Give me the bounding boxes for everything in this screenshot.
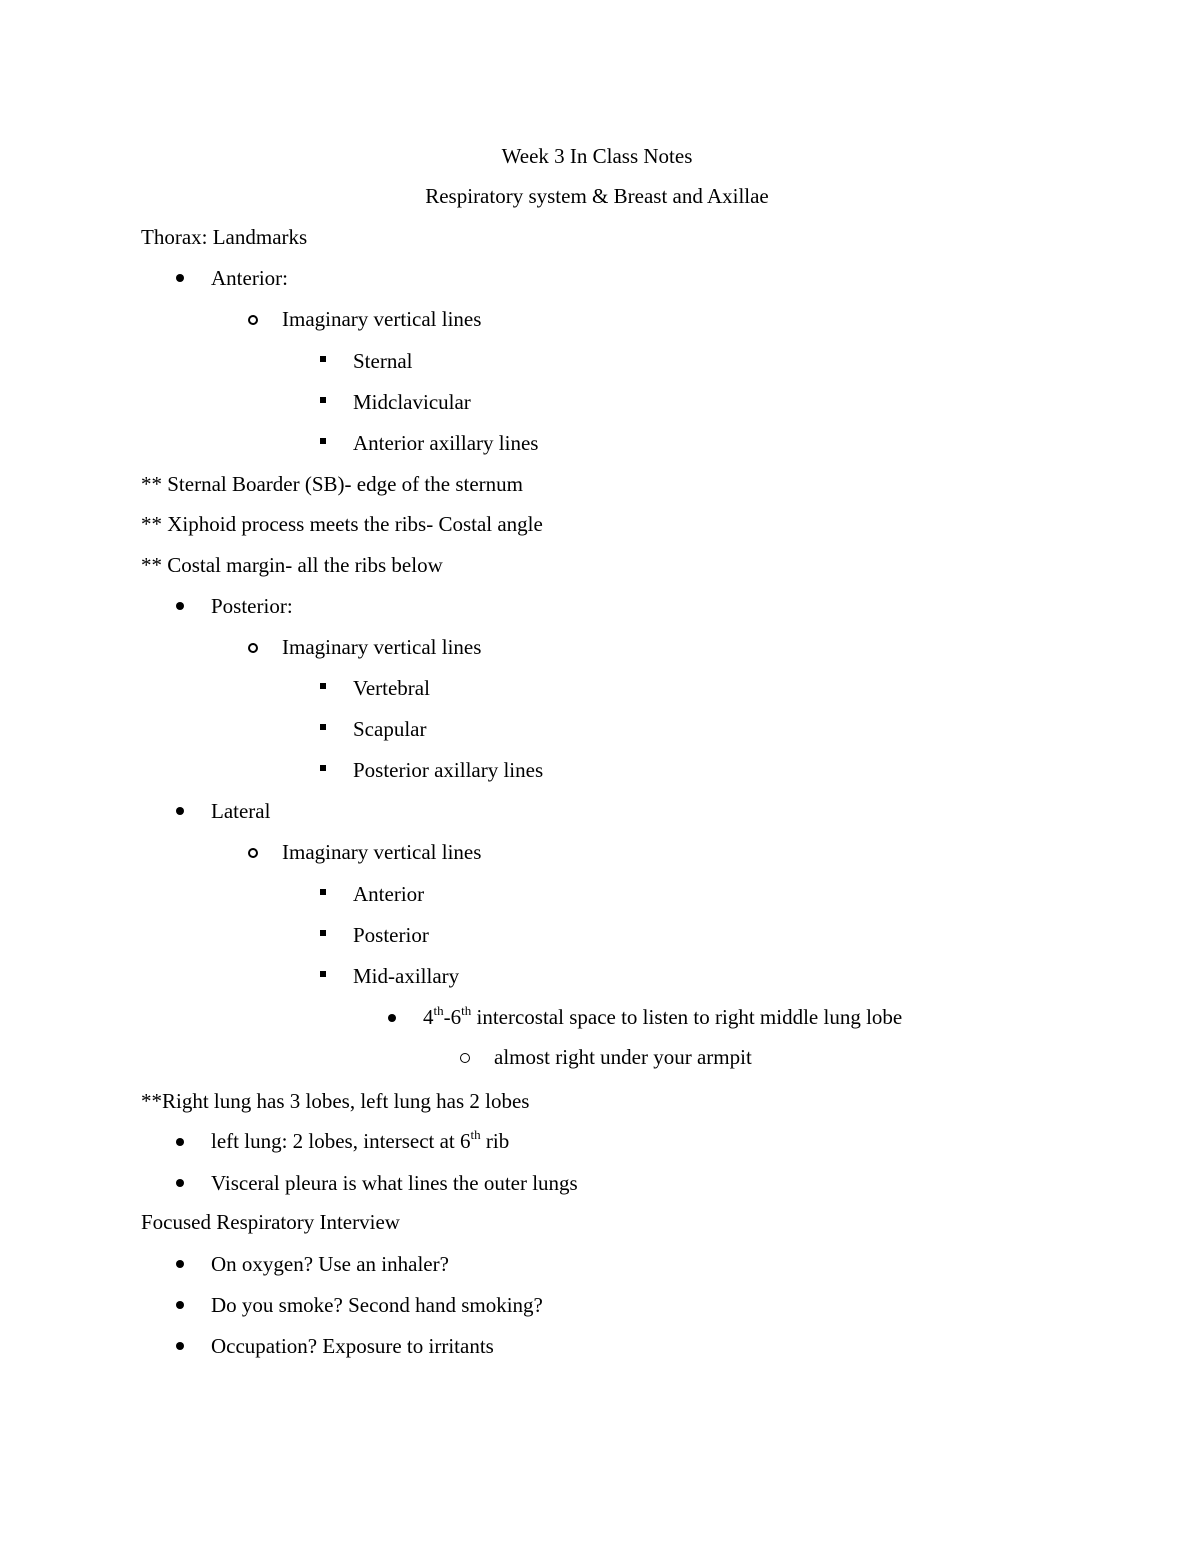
bullet-ring-icon [248,848,258,858]
list-item-armpit: almost right under your armpit [494,1045,752,1069]
note-line: ** Costal margin- all the ribs below [141,553,443,577]
page-title: Week 3 In Class Notes [501,144,693,168]
list-item: Vertebral [353,676,430,700]
bullet-square-icon [320,438,326,444]
list-item: Posterior [353,923,429,947]
list-item-posterior-lines: Imaginary vertical lines [282,635,482,659]
list-item-lateral: Lateral [211,799,271,823]
bullet-disc-icon [176,1301,184,1309]
list-item-visceral: Visceral pleura is what lines the outer lungs [211,1171,578,1195]
bullet-disc-icon [176,1260,184,1268]
ordinal-suffix: th [470,1127,481,1142]
bullet-square-icon [320,765,326,771]
ordinal-suffix: th [433,1003,444,1018]
bullet-square-icon [320,683,326,689]
bullet-ring-icon [248,643,258,653]
list-item: Do you smoke? Second hand smoking? [211,1293,543,1317]
list-item-lateral-lines: Imaginary vertical lines [282,840,482,864]
bullet-square-icon [320,889,326,895]
bullet-disc-icon [176,1138,184,1146]
bullet-square-icon [320,356,326,362]
list-item: Posterior axillary lines [353,758,544,782]
bullet-disc-icon [176,1342,184,1350]
list-item: Anterior [353,882,425,906]
page-subtitle: Respiratory system & Breast and Axillae [425,184,769,208]
bullet-square-icon [320,930,326,936]
list-item-anterior-lines: Imaginary vertical lines [282,307,482,331]
note-line-lungs: **Right lung has 3 lobes, left lung has 2 lobes [141,1089,530,1113]
list-item-left-lung [211,1127,510,1153]
ordinal-suffix: th [461,1003,472,1018]
bullet-ring-icon [248,315,258,325]
list-item: Mid-axillary [353,964,460,988]
ordinal-6: 6 [450,1005,462,1029]
section-heading-interview: Focused Respiratory Interview [141,1210,400,1234]
list-item: Scapular [353,717,427,741]
list-item: Anterior axillary lines [353,431,539,455]
bullet-square-icon [320,971,326,977]
bullet-circle-icon [460,1053,470,1063]
bullet-square-icon [320,724,326,730]
list-item-intercostal [423,1003,903,1029]
list-item: Sternal [353,349,413,373]
list-item: Occupation? Exposure to irritants [211,1334,494,1358]
list-item-anterior: Anterior: [211,266,288,290]
ordinal-4: 4 [423,1005,434,1029]
bullet-square-icon [320,397,326,403]
note-line: ** Sternal Boarder (SB)- edge of the sternum [141,472,523,496]
intercostal-text: intercostal space to listen to right middle lung lobe [471,1005,903,1029]
list-item: On oxygen? Use an inhaler? [211,1252,449,1276]
note-line: ** Xiphoid process meets the ribs- Costal angle [141,512,543,536]
bullet-disc-icon [176,807,184,815]
section-heading-thorax: Thorax: Landmarks [141,225,308,249]
bullet-disc-icon [176,274,184,282]
bullet-disc-icon [388,1014,396,1022]
range-dash: - [443,1005,451,1029]
left-lung-rib: rib [480,1129,510,1153]
bullet-disc-icon [176,1179,184,1187]
list-item: Midclavicular [353,390,471,414]
bullet-disc-icon [176,602,184,610]
list-item-posterior: Posterior: [211,594,293,618]
left-lung-text: left lung: 2 lobes, intersect at 6 [211,1129,471,1153]
